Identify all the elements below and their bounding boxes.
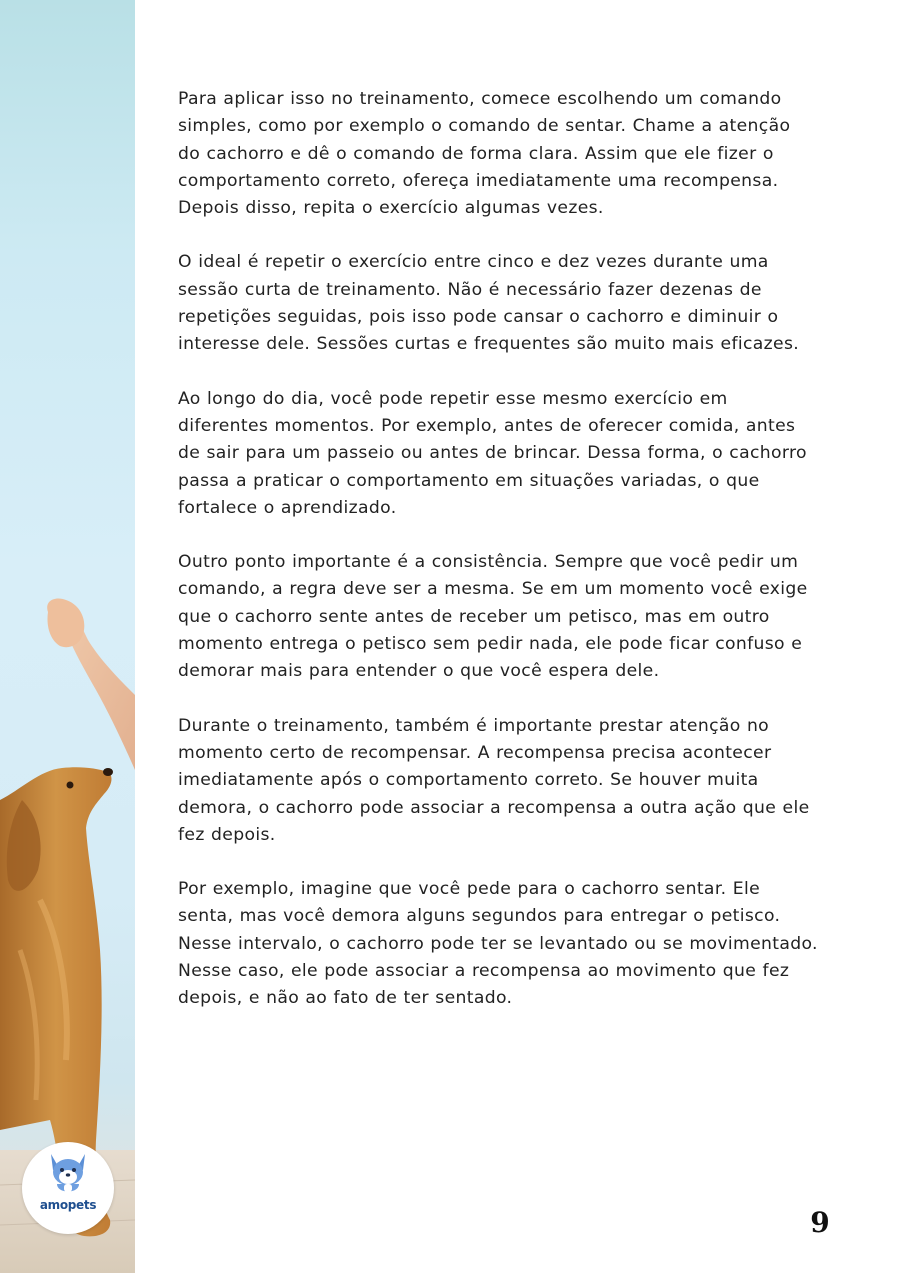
paragraph: O ideal é repetir o exercício entre cinco e dez vezes durante uma sessão curta de treinamento. Não é necessário fazer dezenas de repetições seguidas, pois isso pode cansar o cachorro e diminuir o interesse dele. Sessões curtas e frequentes são muito mais eficazes. bbox=[178, 252, 800, 355]
logo-wordmark: amopets bbox=[39, 1198, 97, 1212]
brand-logo bbox=[22, 1142, 114, 1234]
dog-eye bbox=[67, 782, 74, 789]
corgi-logo-icon bbox=[43, 1148, 93, 1198]
paragraph: Ao longo do dia, você pode repetir esse mesmo exercício em diferentes momentos. Por exemplo, antes de oferecer comida, antes de sair para um passeio ou antes de brincar. Dessa forma, o cachorro passa a praticar o comportamento em situações variadas, o que fortalece o aprendizado. bbox=[178, 388, 807, 518]
page-number: 9 bbox=[810, 1206, 830, 1239]
trainer-hand bbox=[47, 599, 84, 648]
side-photo-panel bbox=[0, 0, 135, 1273]
dog-training-photo bbox=[0, 0, 135, 1273]
paragraph: Por exemplo, imagine que você pede para o cachorro sentar. Ele senta, mas você demora alguns segundos para entregar o petisco. Nesse intervalo, o cachorro pode ter se levantado ou se movimentado. Nesse caso, ele pode associar a recompensa ao movimento que fez depois, e não ao fato de ter sentado. bbox=[178, 879, 818, 1009]
paragraph: Durante o treinamento, também é importante prestar atenção no momento certo de recompensar. A recompensa precisa acontecer imediatamente após o comportamento correto. Se houver muita demora, o cachorro pode associar a recompensa a outra ação que ele fez depois. bbox=[178, 715, 810, 845]
dog-nose bbox=[103, 768, 113, 776]
article-body bbox=[178, 86, 818, 1040]
paragraph: Para aplicar isso no treinamento, comece escolhendo um comando simples, como por exemplo o comando de sentar. Chame a atenção do cachorro e dê o comando de forma clara. Assim que ele fizer o comportamento correto, ofereça imediatamente uma recompensa. Depois disso, repita o exercício algumas vezes. bbox=[178, 89, 791, 219]
paragraph: Outro ponto importante é a consistência. Sempre que você pedir um comando, a regra deve ser a mesma. Se em um momento você exige que o cachorro sente antes de receber um petisco, mas em outro momento entrega o petisco sem pedir nada, ele pode ficar confuso e demorar mais para entender o que você espera dele. bbox=[178, 552, 808, 682]
